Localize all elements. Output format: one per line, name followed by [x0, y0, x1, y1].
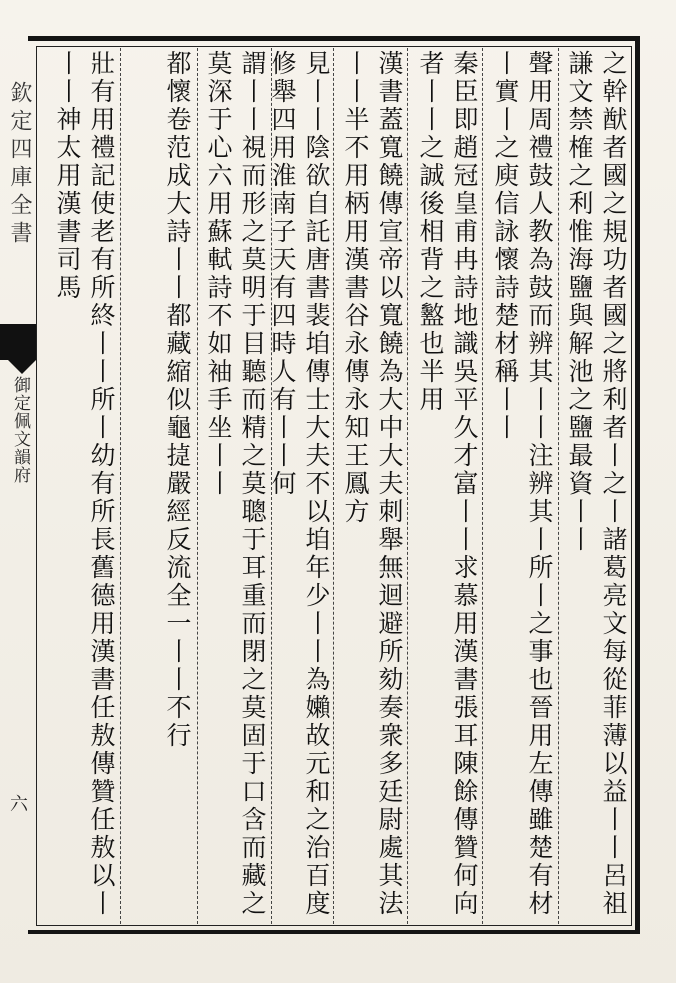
- text-column-3: 秦臣即趙冠皇甫冉詩地識吳平久才富丨丨求慕用漢書張耳陳餘傳贊何向者丨丨之誠後相背之盭也半用: [416, 50, 479, 918]
- text-column-2: 聲用周禮鼓人教為鼓而辨其丨丨注辨其丨所丨之事也晉用左傳雖楚有材丨實丨之庾信詠懷詩楚材稱丨丨: [491, 50, 554, 918]
- column-divider: [120, 48, 121, 924]
- book-title: 御定佩文韻府: [10, 376, 30, 484]
- column-divider: [197, 48, 198, 924]
- text-column-5: 見丨丨陰欲自託唐書裴垍傳士大夫不以垍年少丨丨為嬾故元和之治百度修舉四用淮南子天有四時人有丨丨何: [268, 50, 331, 918]
- text-column-6: 謂丨丨視而形之莫明于目聽而精之莫聰于耳重而閉之莫固于口含而藏之莫深于心六用蘇軾詩不如袖手坐丨丨: [204, 50, 267, 918]
- column-divider: [333, 48, 334, 924]
- text-column-4: 漢書蓋寬饒傳宣帝以寬饒為大中大夫刺舉無迴避所劾奏衆多廷尉處其法丨丨半不用柄用漢書谷永傳永知王鳳方: [341, 50, 404, 918]
- column-divider: [407, 48, 408, 924]
- text-column-8: 壯有用禮記使老有所終丨丨所丨幼有所長舊德用漢書任敖傳贊任敖以丨丨丨神太用漢書司馬: [53, 50, 116, 918]
- column-divider: [482, 48, 483, 924]
- edge-title: 欽定四庫全書: [7, 81, 32, 249]
- text-column-7: 都懷卷范成大詩丨丨都藏縮似龜㨗嚴經反流全一丨丨不行: [163, 50, 192, 750]
- column-divider: [558, 48, 559, 924]
- page-number: 六: [7, 794, 28, 812]
- text-column-1: 之幹猷者國之規功者國之將利者丨之丨諸葛亮文每從菲薄以益丨丨呂祖謙文禁榷之利惟海鹽與解池之鹽最資丨丨: [565, 50, 628, 918]
